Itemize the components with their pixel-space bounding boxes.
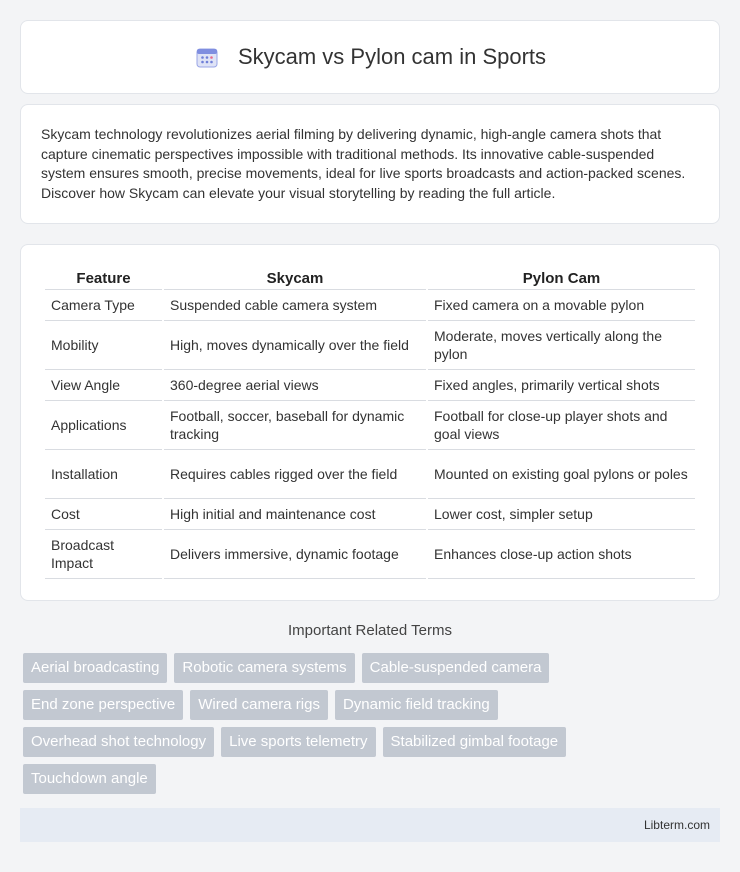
tag-end-zone-perspective[interactable]: End zone perspective [23, 690, 183, 720]
skycam-cell: Suspended cable camera system [164, 290, 426, 321]
tag-row [23, 727, 723, 757]
related-terms-title: Important Related Terms [288, 622, 452, 639]
feature-cell: View Angle [45, 370, 162, 401]
title-wrap [194, 44, 546, 70]
header-pylon-cam: Pylon Cam [428, 267, 695, 290]
table-row [45, 290, 695, 321]
header-card [20, 20, 720, 94]
footer-site-link[interactable]: Libterm.com [643, 818, 710, 832]
tag-stabilized-gimbal-footage[interactable]: Stabilized gimbal footage [383, 727, 567, 757]
tag-row [23, 690, 723, 720]
pylon-cell: Mounted on existing goal pylons or poles [428, 450, 695, 499]
tag-overhead-shot-technology[interactable]: Overhead shot technology [23, 727, 214, 757]
feature-cell: Broadcast Impact [45, 530, 162, 579]
table-header-row [45, 267, 695, 290]
tag-aerial-broadcasting[interactable]: Aerial broadcasting [23, 653, 167, 683]
table-row [45, 321, 695, 370]
skycam-cell: Delivers immersive, dynamic footage [164, 530, 426, 579]
tag-wired-camera-rigs[interactable]: Wired camera rigs [190, 690, 328, 720]
feature-cell: Mobility [45, 321, 162, 370]
pylon-cell: Fixed angles, primarily vertical shots [428, 370, 695, 401]
page-title: Skycam vs Pylon cam in Sports [237, 44, 547, 69]
skycam-cell: 360-degree aerial views [164, 370, 426, 401]
footer [20, 808, 720, 842]
tag-robotic-camera-systems[interactable]: Robotic camera systems [174, 653, 354, 683]
feature-cell: Installation [45, 450, 162, 499]
tag-dynamic-field-tracking[interactable]: Dynamic field tracking [335, 690, 498, 720]
pylon-cell: Moderate, moves vertically along the pylon [428, 321, 695, 370]
header-skycam: Skycam [164, 267, 426, 290]
header-feature: Feature [45, 267, 162, 290]
table-row [45, 370, 695, 401]
tag-row [23, 764, 723, 794]
feature-cell: Cost [45, 499, 162, 530]
related-tags [23, 653, 723, 801]
skycam-cell: High initial and maintenance cost [164, 499, 426, 530]
table-row [45, 530, 695, 579]
tag-live-sports-telemetry[interactable]: Live sports telemetry [221, 727, 375, 757]
skycam-cell: High, moves dynamically over the field [164, 321, 426, 370]
table-row [45, 401, 695, 450]
pylon-cell: Enhances close-up action shots [428, 530, 695, 579]
tag-cable-suspended-camera[interactable]: Cable-suspended camera [362, 653, 550, 683]
pylon-cell: Lower cost, simpler setup [428, 499, 695, 530]
skycam-cell: Football, soccer, baseball for dynamic tracking [164, 401, 426, 450]
comparison-table [43, 267, 697, 579]
feature-cell: Applications [45, 401, 162, 450]
intro-text: Skycam technology revolutionizes aerial filming by delivering dynamic, high-angle camera shots that capture cinematic perspectives impossible with traditional methods. Its innovative cable-suspended system ensures smooth, precise movements, ideal for live sports broadcasts and action-packed scenes. Discover how Skycam can elevate your visual storytelling by reading the full article. [41, 126, 686, 201]
table-row [45, 450, 695, 499]
tag-touchdown-angle[interactable]: Touchdown angle [23, 764, 156, 794]
comparison-card [20, 244, 720, 601]
calendar-icon [194, 44, 220, 70]
feature-cell: Camera Type [45, 290, 162, 321]
intro-card [20, 104, 720, 224]
tag-row [23, 653, 723, 683]
table-row [45, 499, 695, 530]
pylon-cell: Fixed camera on a movable pylon [428, 290, 695, 321]
skycam-cell: Requires cables rigged over the field [164, 450, 426, 499]
pylon-cell: Football for close-up player shots and goal views [428, 401, 695, 450]
